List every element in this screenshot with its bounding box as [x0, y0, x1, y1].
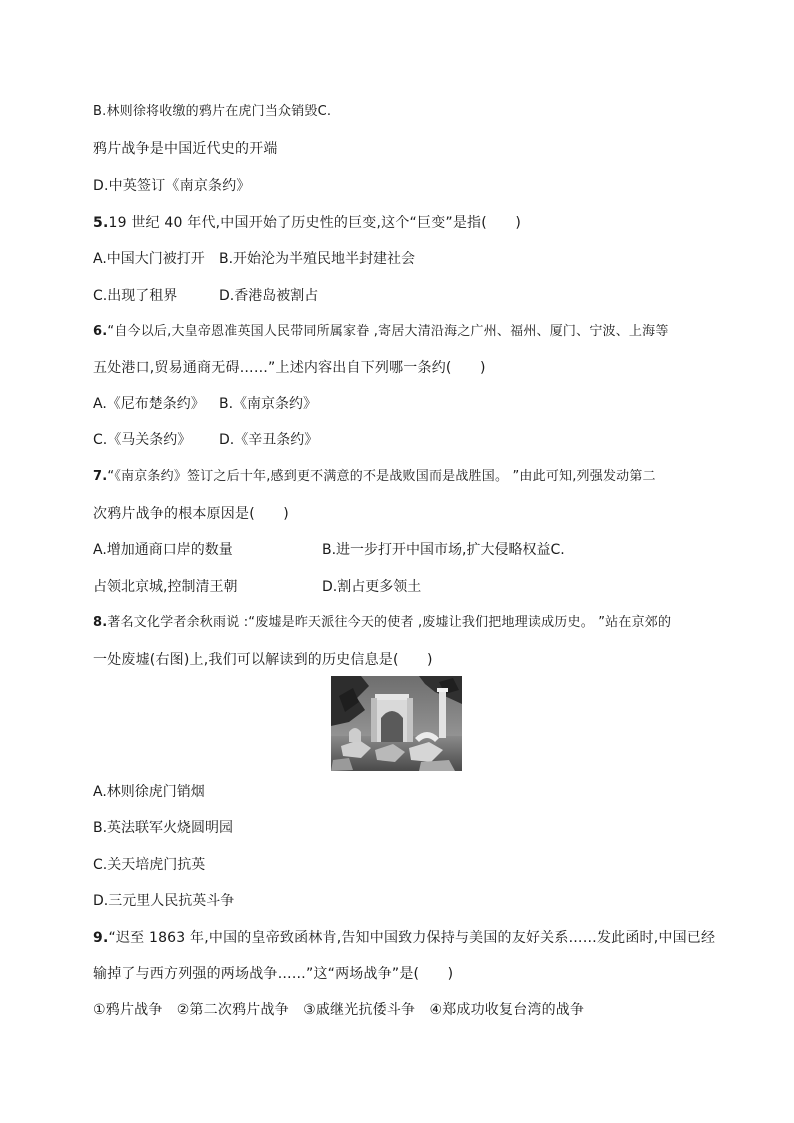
q7-stem-1 [93, 467, 656, 487]
q6-stem-1 [93, 322, 669, 342]
q8-option-d: D.三元里人民抗英斗争 [93, 893, 235, 909]
q8-number: 8. [93, 615, 108, 630]
option-b-c-line: B.林则徐将收缴的鸦片在虎门当众销毁C. [93, 104, 332, 119]
option-d-line: D.中英签订《南京条约》 [93, 178, 251, 194]
q8-text-1: 著名文化学者余秋雨说 :“废墟是昨天派往今天的使者 ,废墟让我们把地理读成历史。 ”站在京郊的 [107, 615, 672, 630]
q6-text-1: “自今以后,大皇帝恩准英国人民带同所属家眷 ,寄居大清沿海之广州、福州、厦门、宁波、上海等 [107, 324, 669, 339]
q6-option-d: D.《辛丑条约》 [219, 432, 319, 448]
q6-option-a: A.《尼布楚条约》 [93, 396, 205, 412]
q7-option-b: B.进一步打开中国市场,扩大侵略权益C. [322, 542, 565, 558]
q5-option-a: A.中国大门被打开 [93, 251, 205, 267]
q7-stem-2: 次鸦片战争的根本原因是( ) [93, 506, 289, 522]
q5-stem [93, 213, 521, 233]
q8-option-a: A.林则徐虎门销烟 [93, 784, 205, 800]
q5-text: 19 世纪 40 年代,中国开始了历史性的巨变,这个“巨变”是指( ) [108, 215, 521, 231]
q8-option-c: C.关天培虎门抗英 [93, 857, 206, 873]
ruins-photo [331, 676, 462, 771]
q8-stem-1 [93, 613, 671, 633]
q6-stem-2: 五处港口,贸易通商无碍……”上述内容出自下列哪一条约( ) [93, 360, 486, 376]
q5-option-c: C.出现了租界 [93, 288, 178, 304]
q6-number: 6. [93, 324, 108, 339]
q5-option-b: B.开始沦为半殖民地半封建社会 [219, 251, 416, 267]
q5-option-d: D.香港岛被割占 [219, 288, 319, 304]
q7-option-d: D.割占更多领土 [322, 579, 422, 595]
option-c-continued: 鸦片战争是中国近代史的开端 [93, 141, 278, 157]
q5-number: 5. [93, 215, 109, 231]
q9-stem-2: 输掉了与西方列强的两场战争……”这“两场战争”是( ) [93, 966, 454, 982]
q7-text-1: “《南京条约》签订之后十年,感到更不满意的不是战败国而是战胜国。 ”由此可知,列强发动第二 [107, 469, 656, 484]
q9-options: ①鸦片战争 ②第二次鸦片战争 ③戚继光抗倭斗争 ④郑成功收复台湾的战争 [93, 1002, 585, 1018]
q8-option-b: B.英法联军火烧圆明园 [93, 820, 234, 836]
q7-option-c: 占领北京城,控制清王朝 [93, 579, 238, 595]
q6-option-c: C.《马关条约》 [93, 432, 192, 448]
q6-option-b: B.《南京条约》 [219, 396, 318, 412]
q9-number: 9. [93, 930, 109, 946]
q8-stem-2: 一处废墟(右图)上,我们可以解读到的历史信息是( ) [93, 652, 433, 668]
q7-option-a: A.增加通商口岸的数量 [93, 542, 233, 558]
q9-text-1: “迟至 1863 年,中国的皇帝致函林肯,告知中国致力保持与美国的友好关系……发此函时,中国已经 [108, 930, 716, 946]
q9-stem-1 [93, 928, 715, 948]
q7-number: 7. [93, 469, 108, 484]
